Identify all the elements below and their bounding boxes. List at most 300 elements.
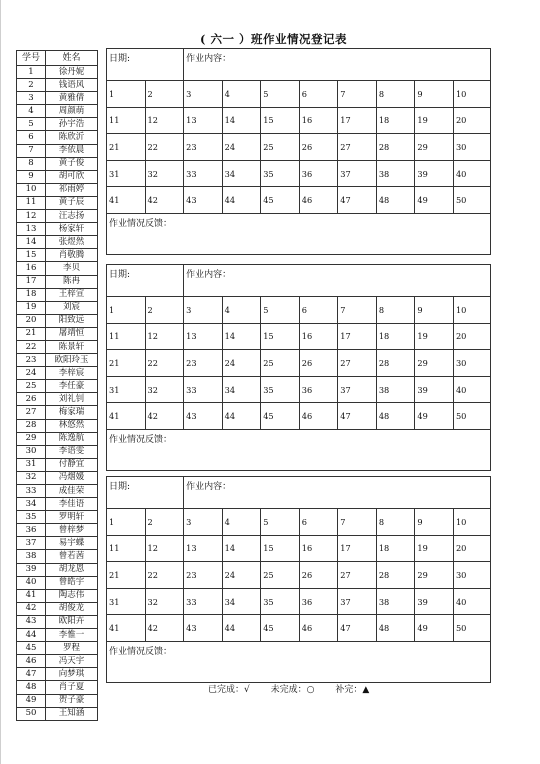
student-check-cell[interactable]: 41 bbox=[107, 615, 146, 642]
roster-row bbox=[17, 498, 98, 511]
student-check-cell[interactable]: 5 bbox=[261, 297, 300, 324]
roster-row bbox=[17, 354, 98, 367]
student-check-cell[interactable]: 40 bbox=[453, 376, 490, 403]
student-check-cell[interactable]: 44 bbox=[222, 403, 261, 430]
student-check-row bbox=[107, 297, 491, 324]
student-check-row bbox=[107, 535, 491, 562]
student-number: 8 bbox=[17, 157, 46, 170]
student-check-cell[interactable]: 24 bbox=[222, 350, 261, 377]
student-number: 25 bbox=[17, 380, 46, 393]
student-check-cell[interactable]: 49 bbox=[415, 187, 454, 214]
student-check-cell[interactable]: 45 bbox=[261, 187, 300, 214]
feedback-field[interactable]: 作业情况反馈： bbox=[107, 429, 491, 470]
student-check-cell[interactable]: 6 bbox=[299, 509, 338, 536]
feedback-row bbox=[107, 641, 491, 682]
student-check-row bbox=[107, 323, 491, 350]
student-check-cell[interactable]: 26 bbox=[299, 134, 338, 161]
roster-row bbox=[17, 301, 98, 314]
student-number: 26 bbox=[17, 393, 46, 406]
student-check-cell[interactable]: 12 bbox=[145, 323, 184, 350]
student-check-cell[interactable]: 37 bbox=[338, 376, 377, 403]
student-number: 3 bbox=[17, 92, 46, 105]
student-check-cell[interactable]: 29 bbox=[415, 562, 454, 589]
roster-row bbox=[17, 210, 98, 223]
student-check-cell[interactable]: 34 bbox=[222, 160, 261, 187]
student-check-cell[interactable]: 20 bbox=[453, 535, 490, 562]
page-title: ( 六一 ）班作业情况登记表 bbox=[200, 32, 347, 46]
student-check-cell[interactable]: 49 bbox=[415, 615, 454, 642]
roster-header-name: 姓名 bbox=[46, 51, 98, 66]
legend-makeup: 补完：▲ bbox=[335, 685, 370, 695]
student-check-cell[interactable]: 30 bbox=[453, 562, 490, 589]
roster-row bbox=[17, 170, 98, 183]
student-name: 王梓宣 bbox=[46, 288, 98, 301]
student-check-cell[interactable]: 24 bbox=[222, 562, 261, 589]
student-check-cell[interactable]: 47 bbox=[338, 187, 377, 214]
student-name: 胡龙恩 bbox=[46, 563, 98, 576]
student-check-cell[interactable]: 50 bbox=[453, 615, 490, 642]
student-check-cell[interactable]: 2 bbox=[145, 81, 184, 108]
student-check-cell[interactable]: 43 bbox=[184, 615, 223, 642]
student-check-cell[interactable]: 17 bbox=[338, 535, 377, 562]
student-number: 31 bbox=[17, 458, 46, 471]
student-check-cell[interactable]: 35 bbox=[261, 588, 300, 615]
student-name: 李贝 bbox=[46, 262, 98, 275]
roster-row bbox=[17, 694, 98, 707]
student-name: 肖敬腾 bbox=[46, 249, 98, 262]
student-check-cell[interactable]: 6 bbox=[299, 297, 338, 324]
student-check-cell[interactable]: 18 bbox=[376, 323, 415, 350]
student-check-cell[interactable]: 7 bbox=[338, 509, 377, 536]
roster-row bbox=[17, 563, 98, 576]
student-number: 7 bbox=[17, 144, 46, 157]
roster-row bbox=[17, 236, 98, 249]
student-check-cell[interactable]: 50 bbox=[453, 187, 490, 214]
student-name: 李梓宸 bbox=[46, 367, 98, 380]
student-check-cell[interactable]: 45 bbox=[261, 615, 300, 642]
student-check-cell[interactable]: 32 bbox=[145, 588, 184, 615]
student-check-row bbox=[107, 160, 491, 187]
student-check-cell[interactable]: 4 bbox=[222, 509, 261, 536]
student-check-cell[interactable]: 5 bbox=[261, 81, 300, 108]
roster-body bbox=[17, 66, 98, 721]
student-name: 林悠然 bbox=[46, 419, 98, 432]
student-check-cell[interactable]: 42 bbox=[145, 187, 184, 214]
student-name: 曾皓宇 bbox=[46, 576, 98, 589]
student-check-cell[interactable]: 41 bbox=[107, 403, 146, 430]
student-check-cell[interactable]: 22 bbox=[145, 134, 184, 161]
student-check-cell[interactable]: 31 bbox=[107, 588, 146, 615]
student-name: 张煜然 bbox=[46, 236, 98, 249]
student-check-cell[interactable]: 13 bbox=[184, 535, 223, 562]
student-check-cell[interactable]: 27 bbox=[338, 562, 377, 589]
student-check-cell[interactable]: 44 bbox=[222, 187, 261, 214]
student-check-cell[interactable]: 16 bbox=[299, 107, 338, 134]
student-check-cell[interactable]: 20 bbox=[453, 323, 490, 350]
student-check-cell[interactable]: 22 bbox=[145, 350, 184, 377]
roster-row bbox=[17, 196, 98, 209]
student-check-cell[interactable]: 6 bbox=[299, 81, 338, 108]
student-check-cell[interactable]: 33 bbox=[184, 588, 223, 615]
student-name: 冯烟媛 bbox=[46, 471, 98, 484]
student-name: 陈冉 bbox=[46, 275, 98, 288]
student-check-cell[interactable]: 20 bbox=[453, 107, 490, 134]
student-check-cell[interactable]: 22 bbox=[145, 562, 184, 589]
student-check-cell[interactable]: 39 bbox=[415, 588, 454, 615]
student-check-row bbox=[107, 588, 491, 615]
page-left-border bbox=[0, 0, 1, 764]
feedback-row bbox=[107, 429, 491, 470]
student-name: 钱语风 bbox=[46, 79, 98, 92]
student-check-cell[interactable]: 48 bbox=[376, 403, 415, 430]
student-check-cell[interactable]: 25 bbox=[261, 350, 300, 377]
student-check-cell[interactable]: 13 bbox=[184, 323, 223, 350]
student-check-cell[interactable]: 19 bbox=[415, 107, 454, 134]
student-name: 黄雅倩 bbox=[46, 92, 98, 105]
student-check-cell[interactable]: 42 bbox=[145, 403, 184, 430]
student-name: 成佳荣 bbox=[46, 485, 98, 498]
student-number: 40 bbox=[17, 576, 46, 589]
completion-legend bbox=[208, 682, 387, 695]
student-check-cell[interactable]: 1 bbox=[107, 81, 146, 108]
student-check-cell[interactable]: 19 bbox=[415, 323, 454, 350]
student-check-cell[interactable]: 10 bbox=[453, 297, 490, 324]
student-check-cell[interactable]: 23 bbox=[184, 350, 223, 377]
student-name: 黄子辰 bbox=[46, 196, 98, 209]
student-name: 曾梓梦 bbox=[46, 524, 98, 537]
student-number: 39 bbox=[17, 563, 46, 576]
student-name: 欧阳玲玉 bbox=[46, 354, 98, 367]
student-number: 12 bbox=[17, 210, 46, 223]
student-number: 23 bbox=[17, 354, 46, 367]
student-check-cell[interactable]: 24 bbox=[222, 134, 261, 161]
roster-row bbox=[17, 314, 98, 327]
student-check-cell[interactable]: 34 bbox=[222, 376, 261, 403]
student-number: 49 bbox=[17, 694, 46, 707]
roster-row bbox=[17, 380, 98, 393]
student-check-cell[interactable]: 7 bbox=[338, 297, 377, 324]
student-number: 13 bbox=[17, 223, 46, 236]
student-check-cell[interactable]: 39 bbox=[415, 160, 454, 187]
roster-header-row bbox=[17, 51, 98, 66]
student-check-cell[interactable]: 31 bbox=[107, 376, 146, 403]
roster-row bbox=[17, 602, 98, 615]
student-check-cell[interactable]: 32 bbox=[145, 376, 184, 403]
feedback-field[interactable]: 作业情况反馈： bbox=[107, 213, 491, 254]
student-check-cell[interactable]: 36 bbox=[299, 376, 338, 403]
student-number: 48 bbox=[17, 681, 46, 694]
student-check-cell[interactable]: 3 bbox=[184, 81, 223, 108]
roster-row bbox=[17, 485, 98, 498]
student-check-cell[interactable]: 40 bbox=[453, 588, 490, 615]
student-check-cell[interactable]: 28 bbox=[376, 562, 415, 589]
student-check-cell[interactable]: 2 bbox=[145, 509, 184, 536]
block-header-row bbox=[107, 265, 491, 297]
student-check-cell[interactable]: 26 bbox=[299, 562, 338, 589]
roster-row bbox=[17, 445, 98, 458]
student-check-cell[interactable]: 12 bbox=[145, 535, 184, 562]
student-check-cell[interactable]: 11 bbox=[107, 107, 146, 134]
student-check-cell[interactable]: 27 bbox=[338, 350, 377, 377]
student-number: 36 bbox=[17, 524, 46, 537]
student-check-cell[interactable]: 37 bbox=[338, 588, 377, 615]
student-number: 42 bbox=[17, 602, 46, 615]
student-check-cell[interactable]: 8 bbox=[376, 81, 415, 108]
student-check-cell[interactable]: 19 bbox=[415, 535, 454, 562]
student-check-cell[interactable]: 42 bbox=[145, 615, 184, 642]
student-name: 陶志伟 bbox=[46, 589, 98, 602]
student-check-cell[interactable]: 14 bbox=[222, 323, 261, 350]
student-check-cell[interactable]: 14 bbox=[222, 107, 261, 134]
student-check-cell[interactable]: 36 bbox=[299, 588, 338, 615]
student-check-cell[interactable]: 4 bbox=[222, 297, 261, 324]
student-check-cell[interactable]: 12 bbox=[145, 107, 184, 134]
student-check-cell[interactable]: 49 bbox=[415, 403, 454, 430]
student-check-cell[interactable]: 29 bbox=[415, 134, 454, 161]
student-name: 向梦琪 bbox=[46, 668, 98, 681]
student-check-cell[interactable]: 30 bbox=[453, 134, 490, 161]
student-number: 28 bbox=[17, 419, 46, 432]
student-roster-table bbox=[16, 50, 98, 721]
student-check-cell[interactable]: 48 bbox=[376, 615, 415, 642]
student-number: 1 bbox=[17, 66, 46, 79]
student-check-cell[interactable]: 4 bbox=[222, 81, 261, 108]
roster-row bbox=[17, 576, 98, 589]
roster-row bbox=[17, 471, 98, 484]
student-number: 32 bbox=[17, 471, 46, 484]
student-check-cell[interactable]: 28 bbox=[376, 350, 415, 377]
student-name: 冯天宇 bbox=[46, 655, 98, 668]
student-number: 43 bbox=[17, 615, 46, 628]
student-check-cell[interactable]: 21 bbox=[107, 134, 146, 161]
student-number: 37 bbox=[17, 537, 46, 550]
student-name: 陈逸航 bbox=[46, 432, 98, 445]
student-check-cell[interactable]: 18 bbox=[376, 535, 415, 562]
student-number: 5 bbox=[17, 118, 46, 131]
student-check-row bbox=[107, 615, 491, 642]
student-check-cell[interactable]: 35 bbox=[261, 160, 300, 187]
roster-row bbox=[17, 642, 98, 655]
student-check-cell[interactable]: 1 bbox=[107, 509, 146, 536]
roster-row bbox=[17, 524, 98, 537]
student-number: 29 bbox=[17, 432, 46, 445]
student-number: 34 bbox=[17, 498, 46, 511]
student-check-cell[interactable]: 23 bbox=[184, 562, 223, 589]
student-check-cell[interactable]: 28 bbox=[376, 134, 415, 161]
roster-row bbox=[17, 66, 98, 79]
roster-row bbox=[17, 144, 98, 157]
student-check-cell[interactable]: 32 bbox=[145, 160, 184, 187]
student-check-cell[interactable]: 27 bbox=[338, 134, 377, 161]
student-check-cell[interactable]: 21 bbox=[107, 350, 146, 377]
roster-row bbox=[17, 550, 98, 563]
roster-row bbox=[17, 419, 98, 432]
student-check-cell[interactable]: 48 bbox=[376, 187, 415, 214]
homework-content-field[interactable]: 作业内容： bbox=[184, 49, 491, 81]
student-check-row bbox=[107, 350, 491, 377]
student-check-cell[interactable]: 16 bbox=[299, 323, 338, 350]
student-check-cell[interactable]: 23 bbox=[184, 134, 223, 161]
student-check-cell[interactable]: 39 bbox=[415, 376, 454, 403]
roster-row bbox=[17, 537, 98, 550]
student-check-cell[interactable]: 9 bbox=[415, 81, 454, 108]
student-check-cell[interactable]: 46 bbox=[299, 187, 338, 214]
student-check-cell[interactable]: 13 bbox=[184, 107, 223, 134]
roster-row bbox=[17, 275, 98, 288]
student-number: 14 bbox=[17, 236, 46, 249]
student-name: 周颜萌 bbox=[46, 105, 98, 118]
roster-row bbox=[17, 458, 98, 471]
student-check-cell[interactable]: 26 bbox=[299, 350, 338, 377]
student-name: 易宇蝶 bbox=[46, 537, 98, 550]
student-number: 19 bbox=[17, 301, 46, 314]
student-check-cell[interactable]: 10 bbox=[453, 509, 490, 536]
student-check-cell[interactable]: 1 bbox=[107, 297, 146, 324]
student-name: 阳致远 bbox=[46, 314, 98, 327]
student-number: 18 bbox=[17, 288, 46, 301]
student-check-cell[interactable]: 5 bbox=[261, 509, 300, 536]
student-check-cell[interactable]: 3 bbox=[184, 297, 223, 324]
student-number: 44 bbox=[17, 629, 46, 642]
student-check-cell[interactable]: 8 bbox=[376, 297, 415, 324]
student-name: 李惟一 bbox=[46, 629, 98, 642]
roster-header-no: 学号 bbox=[17, 51, 46, 66]
student-check-cell[interactable]: 17 bbox=[338, 107, 377, 134]
roster-row bbox=[17, 655, 98, 668]
student-name: 付静宜 bbox=[46, 458, 98, 471]
student-check-cell[interactable]: 3 bbox=[184, 509, 223, 536]
student-check-cell[interactable]: 9 bbox=[415, 509, 454, 536]
student-check-cell[interactable]: 11 bbox=[107, 535, 146, 562]
student-check-cell[interactable]: 15 bbox=[261, 107, 300, 134]
roster-row bbox=[17, 327, 98, 340]
student-check-cell[interactable]: 33 bbox=[184, 376, 223, 403]
student-check-row bbox=[107, 81, 491, 108]
student-check-cell[interactable]: 30 bbox=[453, 350, 490, 377]
roster-row bbox=[17, 615, 98, 628]
student-number: 6 bbox=[17, 131, 46, 144]
student-check-cell[interactable]: 46 bbox=[299, 615, 338, 642]
feedback-field[interactable]: 作业情况反馈： bbox=[107, 641, 491, 682]
student-check-cell[interactable]: 15 bbox=[261, 323, 300, 350]
roster-row bbox=[17, 393, 98, 406]
homework-content-field[interactable]: 作业内容： bbox=[184, 477, 491, 509]
student-name: 李佳语 bbox=[46, 498, 98, 511]
student-check-cell[interactable]: 46 bbox=[299, 403, 338, 430]
student-check-cell[interactable]: 15 bbox=[261, 535, 300, 562]
date-field[interactable]: 日期: bbox=[107, 49, 184, 81]
student-name: 王知涵 bbox=[46, 707, 98, 720]
student-check-row bbox=[107, 509, 491, 536]
student-check-cell[interactable]: 36 bbox=[299, 160, 338, 187]
roster-row bbox=[17, 262, 98, 275]
student-name: 曾若茜 bbox=[46, 550, 98, 563]
student-name: 李任豪 bbox=[46, 380, 98, 393]
roster-row bbox=[17, 223, 98, 236]
student-check-cell[interactable]: 34 bbox=[222, 588, 261, 615]
date-field[interactable]: 日期: bbox=[107, 265, 184, 297]
student-check-cell[interactable]: 38 bbox=[376, 160, 415, 187]
roster-row bbox=[17, 157, 98, 170]
student-check-cell[interactable]: 25 bbox=[261, 562, 300, 589]
roster-row bbox=[17, 92, 98, 105]
student-number: 24 bbox=[17, 367, 46, 380]
student-check-cell[interactable]: 38 bbox=[376, 588, 415, 615]
roster-row bbox=[17, 249, 98, 262]
student-name: 罗明轩 bbox=[46, 511, 98, 524]
student-check-cell[interactable]: 17 bbox=[338, 323, 377, 350]
student-number: 33 bbox=[17, 485, 46, 498]
student-check-row bbox=[107, 562, 491, 589]
student-check-row bbox=[107, 403, 491, 430]
student-name: 刘礼钊 bbox=[46, 393, 98, 406]
student-check-cell[interactable]: 37 bbox=[338, 160, 377, 187]
student-number: 10 bbox=[17, 183, 46, 196]
student-check-cell[interactable]: 14 bbox=[222, 535, 261, 562]
student-check-cell[interactable]: 33 bbox=[184, 160, 223, 187]
student-number: 21 bbox=[17, 327, 46, 340]
student-number: 46 bbox=[17, 655, 46, 668]
student-name: 汪志扬 bbox=[46, 210, 98, 223]
student-check-cell[interactable]: 45 bbox=[261, 403, 300, 430]
student-check-cell[interactable]: 2 bbox=[145, 297, 184, 324]
student-number: 17 bbox=[17, 275, 46, 288]
student-number: 2 bbox=[17, 79, 46, 92]
roster-row bbox=[17, 707, 98, 720]
roster-row bbox=[17, 406, 98, 419]
student-name: 罗程 bbox=[46, 642, 98, 655]
student-check-cell[interactable]: 44 bbox=[222, 615, 261, 642]
student-check-cell[interactable]: 47 bbox=[338, 615, 377, 642]
student-check-cell[interactable]: 10 bbox=[453, 81, 490, 108]
student-number: 20 bbox=[17, 314, 46, 327]
student-check-cell[interactable]: 41 bbox=[107, 187, 146, 214]
student-name: 胡俊龙 bbox=[46, 602, 98, 615]
student-check-cell[interactable]: 25 bbox=[261, 134, 300, 161]
student-name: 李依晨 bbox=[46, 144, 98, 157]
roster-row bbox=[17, 511, 98, 524]
student-check-cell[interactable]: 35 bbox=[261, 376, 300, 403]
student-check-cell[interactable]: 7 bbox=[338, 81, 377, 108]
student-name: 胡可欣 bbox=[46, 170, 98, 183]
student-check-cell[interactable]: 21 bbox=[107, 562, 146, 589]
student-check-cell[interactable]: 38 bbox=[376, 376, 415, 403]
student-check-cell[interactable]: 11 bbox=[107, 323, 146, 350]
legend-not-done: 未完成：○ bbox=[270, 685, 315, 695]
student-check-cell[interactable]: 47 bbox=[338, 403, 377, 430]
roster-row bbox=[17, 589, 98, 602]
date-field[interactable]: 日期: bbox=[107, 477, 184, 509]
student-check-cell[interactable]: 16 bbox=[299, 535, 338, 562]
student-name: 陈欣沂 bbox=[46, 131, 98, 144]
student-name: 屠靖恒 bbox=[46, 327, 98, 340]
student-check-cell[interactable]: 9 bbox=[415, 297, 454, 324]
student-check-cell[interactable]: 8 bbox=[376, 509, 415, 536]
homework-content-field[interactable]: 作业内容： bbox=[184, 265, 491, 297]
student-check-cell[interactable]: 43 bbox=[184, 403, 223, 430]
student-check-cell[interactable]: 50 bbox=[453, 403, 490, 430]
student-check-cell[interactable]: 29 bbox=[415, 350, 454, 377]
student-check-cell[interactable]: 18 bbox=[376, 107, 415, 134]
student-name: 李语雯 bbox=[46, 445, 98, 458]
student-check-cell[interactable]: 31 bbox=[107, 160, 146, 187]
homework-record-block bbox=[106, 476, 491, 683]
roster-row bbox=[17, 105, 98, 118]
student-check-cell[interactable]: 43 bbox=[184, 187, 223, 214]
student-check-cell[interactable]: 40 bbox=[453, 160, 490, 187]
roster-row bbox=[17, 340, 98, 353]
student-number: 38 bbox=[17, 550, 46, 563]
